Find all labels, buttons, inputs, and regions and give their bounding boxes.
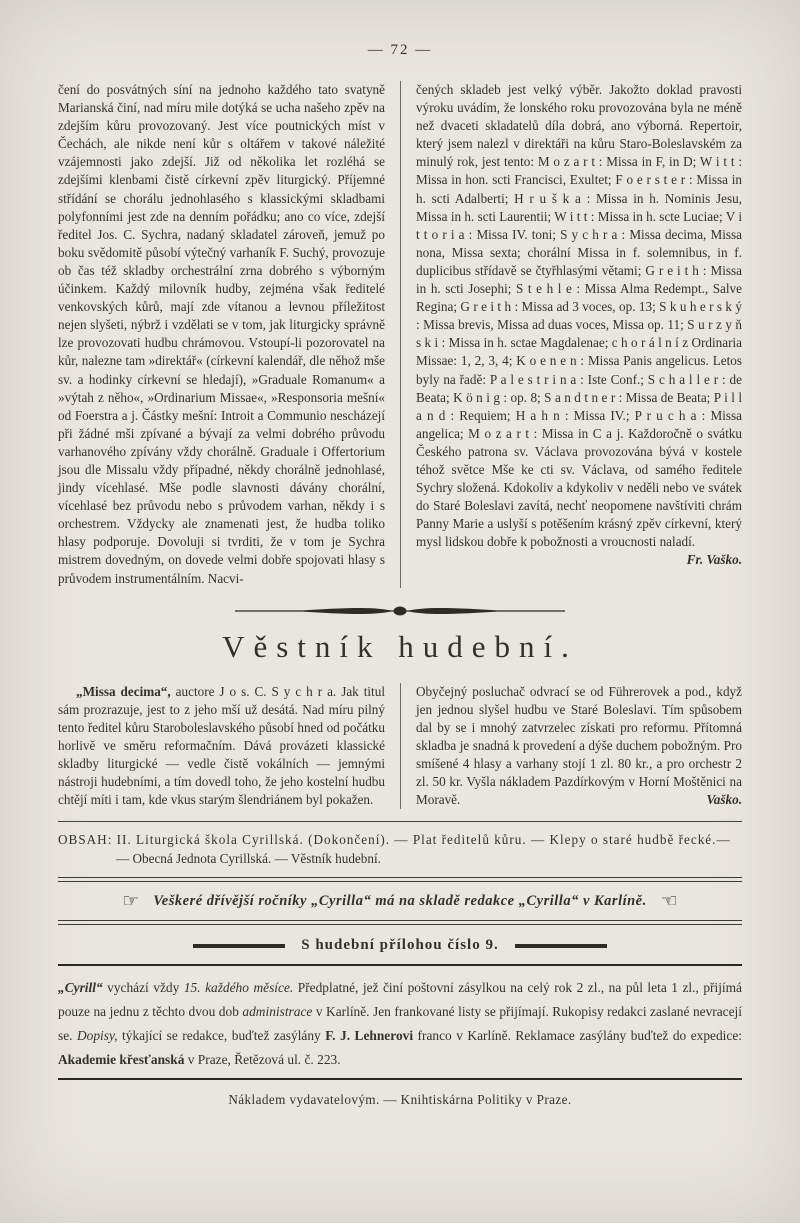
footer-text: týkající se redakce, buďtež zasýlány [117,1028,326,1044]
journal-name: „Cyrill“ [58,980,103,996]
editor-name: F. J. Lehnerovi [325,1028,414,1044]
obsah-line-1: OBSAH: II. Liturgická škola Cyrillská. (Dokončení). — Plat ředitelů kůru. — Klepy o staré hudbě řecké.— [58,832,731,848]
review-signature: Vaško. [706,792,742,808]
footer-text: vychází vždy [102,980,184,996]
vestnik-left-body: Jak titul sám prozrazuje, jest to z jeho mší už desátá. Nad míru pilný tento ředitel kůru Staroboleslavského působí hned od počátku horlivě ve směru reformačním. Dává provázeti klassické skladby liturgické — vedle čistě vokálních — jemnými nástroji hudebními, a tím dovedl toho, že jeho kostelní hudbu chtějí míti i tam, kde vkus starým šlendriánem byl pokažen. [58,683,385,808]
supplement-text: S hudební přílohou číslo 9. [301,937,499,954]
top-article-right-body: čených skladeb jest velký výběr. Jakožto doklad pravosti výroku uvádím, že lonského roku provozována byla ne méně než dvaceti skladatelů díla dobrá, ano výborná. Repertoir, který jsem nalezl v direktáři na kůru Staro-Boleslavském za minulý rok, jest tento: M o z a r t : Missa in F, in D; W i t t : Missa in hon. scti Francisci, Exultet; F o e r s t e r : Missa in h. scti Adalberti; H r u š k a : Missa in h. Nominis Jesu, Missa in h. scti Laurentii; W i t t : Missa in h. scte Luciae; V i t t o r i a : Missa IV. toni; S y c h r a : Missa decima, Missa nona, Missa sexta; chorální Missa in f. solemnibus, in f. duplicibus střídavě se čtyřhlasými větami; G r e i t h : Missa in h. scti Josephi; S t e h l e : Missa Alma Redempt., Salve Regina; G r e i t h : Missa ad 3 voces, op. 13; S k u h e r s k ý : Missa brevis, Missa ad duas voces, Missa op. 11; S u r z y ň s k i : Missa in h. sctae Magdalenae; c h o r á l n í z Ordinaria Missae: 1, 2, 3, 4; K o e n e n : Missa Panis angelicus. Letos byly na řadě: P a l e s t r i n a : Iste Conf.; S c h a l l e r : de Beata; K ö n i g : op. 8; S a n d t n e r : Missa de Beata; P i l l a n d : Requiem; H a h n : Missa IV.; P r u c h a : Missa angelica; M o z a r t : Missa in C a j. Každoročně o svátku Českého patrona sv. Václava provozována bývá v kostele téhož světce Mše ke cti sv. Václava, od samého ředitele Sychry složená. Kdokoliv a kdykoliv v neděli nebo ve svátek do Staré Boleslavi zavítá, nechť neopomene navštíviti chrám Panny Marie a uslyší s potěšením krásný zpěv církevní, který mysl lidskou dobře k pobožnosti a vroucnosti naladí. [416,82,742,550]
section-divider-ornament [58,604,742,623]
obsah-line-2: — Obecná Jednota Cyrillská. — Věstník hudební. [116,851,381,867]
backissues-notice-text: Veškeré dřívější ročníky „Cyrilla“ má na skladě redakce „Cyrilla“ v Karlíně. [153,893,647,910]
double-rule-top [58,877,742,882]
footer-text: v Karlíně. Jen frankované listy se přijímají. Rukopisy redakci zaslané nevracejí se. [58,1004,743,1044]
publication-schedule: 15. každého měsíce. [183,980,294,996]
review-title: „Missa decima“, [76,683,171,699]
vestnik-left-text [58,683,385,810]
footer-text: Předplatné, jež činí poštovní zásylkou na celý rok 2 zl., na půl leta 1 zl., přijímá pouze na jednu z těchto dvou dob [58,980,743,1020]
double-rule-bottom [58,920,742,925]
top-article-right-text [416,81,742,568]
backissues-notice [58,892,742,911]
top-article-left-text: čení do posvátných síní na jednoho každého tato svatyně Marianská činí, nad míru mile dotýká se ucha našeho zpěv na zdejším kůru provozovaný. Jest více poutnických míst v Čechách, ale nikde není kůr s oltářem v takové náležité vzájemnosti jako zdejší. Již od několika let rozléhá se zdejšími klenbami čistě církevní zpěv liturgický. Příjemné střídání se chorálu jednohlasého s klassickými skladbami polyfonními jest zde na denním pořádku; ano co více, zdejší ředitel Jos. C. Sychra, nadaný skladatel zároveň, jemuž po boku svědomitě působí výtečný varhaník F. Suchý, provozuje ob čas též skladby orchestrální zrna dobrého s výborným účinkem. Každý milovník hudby, zejména však ředitelé venkovských kůrů, mají zde vítanou a levnou příležitost nejen slyšeti, nýbrž i vzdělati se v tom, jak liturgicky správně lze provozovati hudbu chrámovou. Vstoupí-li pozorovatel na kůr, nalezne tam »direktář« (církevní kalendář, dle něhož mše sv. a hodinky církevní se hledají), »Graduale Romanum« a »výtah z něho«, »Ordinarium Missae«, »Responsoria mešní« od Foerstra a j. Částky mešní: Introit a Communio nescházejí při žádné mši zpívané a bývají za velmi dobrého průvodu varhanového zpívány vždy chorálně. Graduale i Offertorium jsou dle Missalu vždy případné, někdy chorálně jednohlasé, jindy vícehlasé. Mše podle slavnosti dávány chorální, vícehlasé bez průvodu nebo s průvodem varhan, někdy i s orchestrem. Vždycky ale znamenati jest, že hudba toliko hlasy podporuje. Dovoluji si tvrditi, že v tom je Sychra mistrem dovedným, on dovede velmi dobře spojovati hlasy s průvodem instrumentálním. Nacvi- [58,82,385,586]
vestnik-right-text [416,683,742,810]
top-article [58,81,742,588]
manicule-right-icon: ☞ [122,890,140,913]
imprint-line: Nákladem vydavatelovým. — Knihtiskárna Politiky v Praze. [228,1092,572,1108]
supplement-bar-left [193,944,285,948]
rule-above-imprint [58,1078,742,1080]
author-signature: Fr. Vaško. [686,552,742,568]
review-author-line: auctore J o s. C. S y c h r a. [170,683,337,699]
vestnik-right-body: Obyčejný posluchač odvrací se od Führerovek a pod., když jen jednou slyšel hudbu ve Staré Boleslavi. Tím spůsobem dal by se i mnohý zatvrzelec získati pro reformu. Přítomná skladba je snadná k provedení a dýše duchem pobožným. Pro smíšené 4 hlasy a varhany stojí 1 zl. 80 kr., a pro orchestr 2 zl. 50 kr. Vyšla nákladem Pazdírkovým v Horní Moštěnici na Moravě. [416,683,742,808]
section-title: Věstník hudební. [222,628,578,664]
page-number: — 72 — [367,42,433,58]
publisher-name: Akademie křesťanská [58,1052,185,1068]
rule-above-footer [58,964,742,966]
supplement-bar-right [515,944,607,948]
vestnik-section [58,683,742,810]
top-article-right-column [400,81,742,588]
administrace-word: administrace [242,1004,313,1020]
top-article-left-column [58,81,400,588]
manicule-left-icon: ☜ [660,890,678,913]
vestnik-left-column [58,683,400,810]
subscription-info [58,976,742,1072]
footer-text: v Praze, Řetězová ul. č. 223. [184,1052,341,1068]
divider-flourish-icon [235,604,565,618]
vestnik-right-column [400,683,742,810]
obsah-block [58,830,742,868]
dopisy-word: Dopisy, [77,1028,118,1044]
footer-text: franco v Karlíně. Reklamace zasýlány buďtež do expedice: [413,1028,743,1044]
supplement-line [58,937,742,954]
rule-above-obsah [58,821,742,822]
